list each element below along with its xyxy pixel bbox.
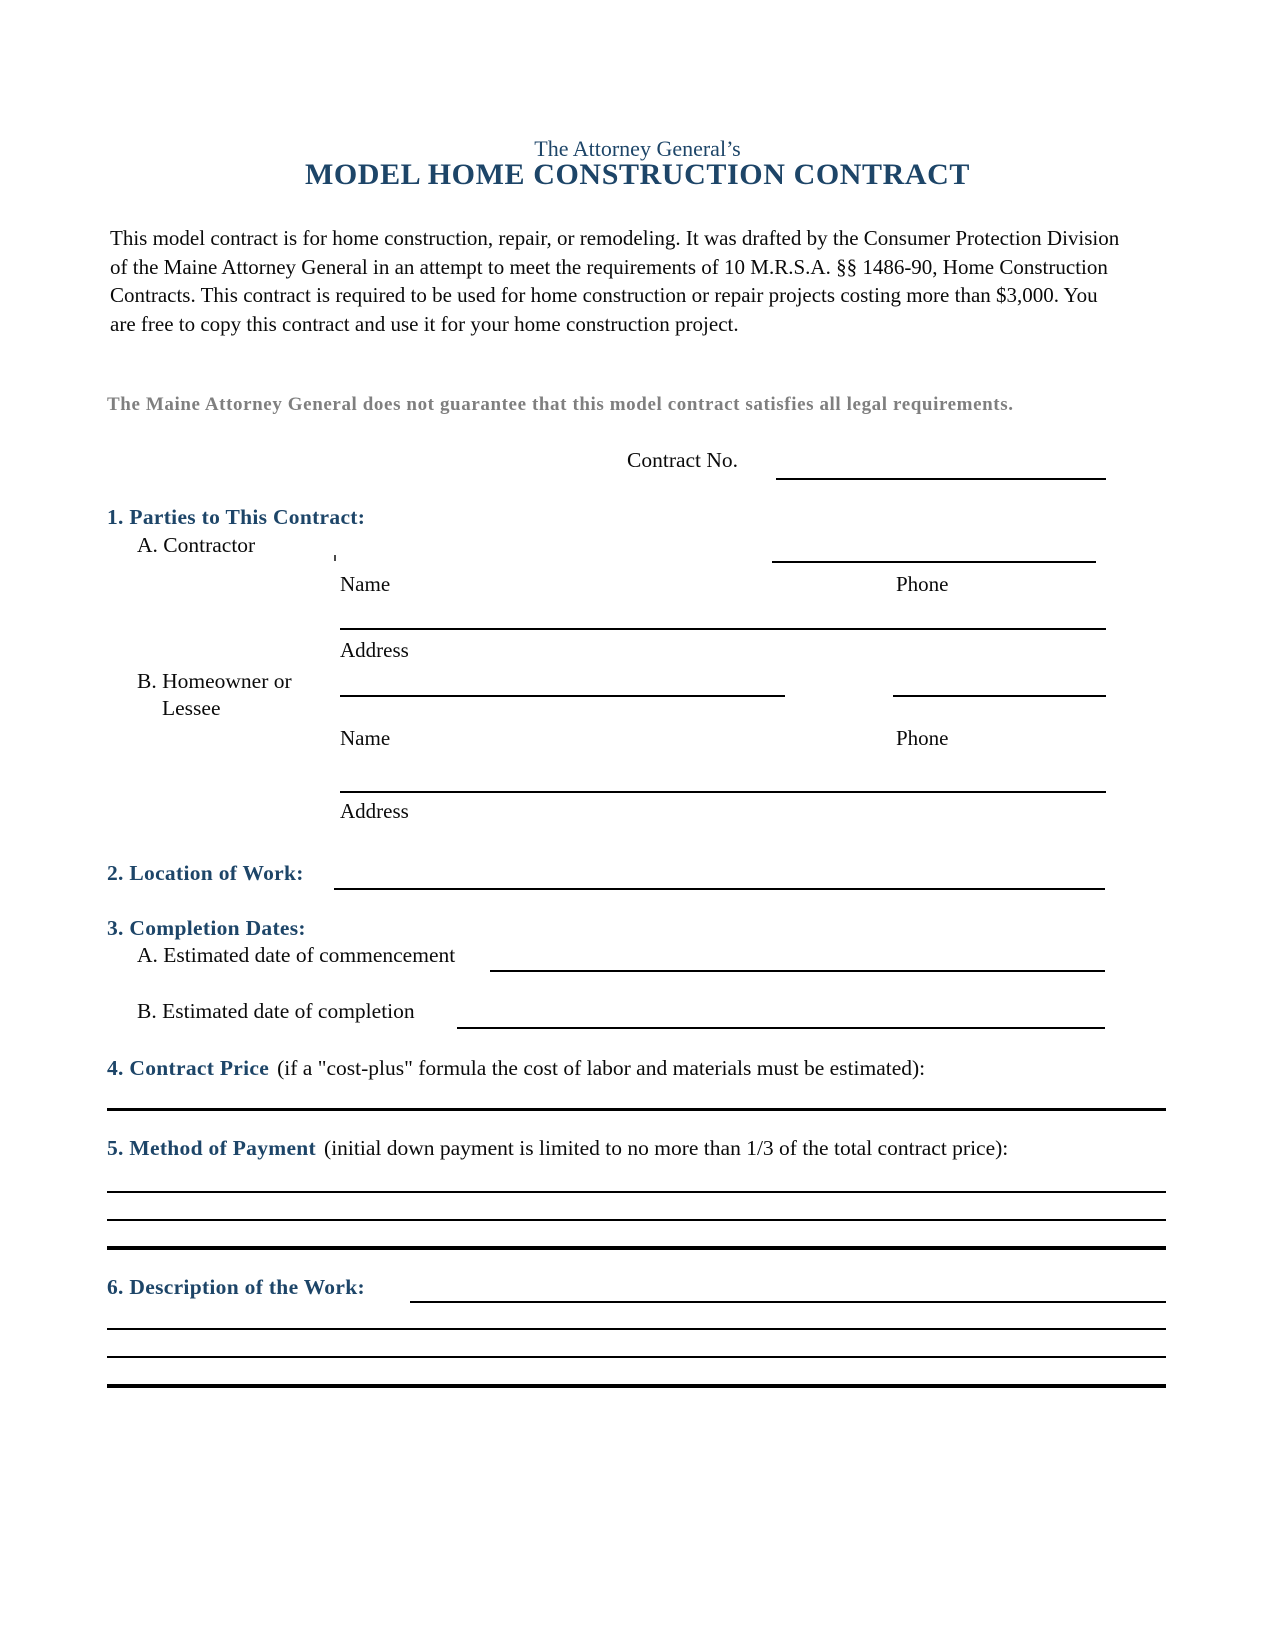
- section5-heading-label: 5. Method of Payment: [107, 1136, 317, 1160]
- description-line-3[interactable]: [107, 1384, 1166, 1388]
- document-supertitle: The Attorney General’s: [534, 136, 741, 161]
- payment-line-3[interactable]: [107, 1246, 1166, 1250]
- payment-line-2[interactable]: [107, 1219, 1166, 1221]
- homeowner-phone-line[interactable]: [893, 695, 1106, 697]
- document-title: MODEL HOME CONSTRUCTION CONTRACT: [304, 158, 971, 191]
- contractor-label: A. Contractor: [137, 533, 256, 557]
- contract-price-line[interactable]: [107, 1108, 1166, 1111]
- contractor-name-label: Name: [340, 572, 391, 596]
- description-line-0[interactable]: [410, 1301, 1166, 1303]
- section5-heading-note: (initial down payment is limited to no more than 1/3 of the total contract price):: [324, 1136, 1009, 1160]
- contractor-phone-line[interactable]: [772, 561, 1096, 563]
- completion-date-line[interactable]: [457, 1027, 1105, 1029]
- contract-no-label: Contract No.: [627, 448, 739, 472]
- section2-heading: 2. Location of Work:: [107, 861, 304, 885]
- section5-heading: [107, 1136, 1008, 1162]
- contract-no-line[interactable]: [776, 478, 1106, 480]
- payment-line-1[interactable]: [107, 1191, 1166, 1193]
- section4-heading: [107, 1056, 925, 1082]
- section4-heading-label: 4. Contract Price: [107, 1056, 270, 1080]
- homeowner-label-line2: Lessee: [162, 696, 221, 720]
- homeowner-label-line1: B. Homeowner or: [137, 669, 292, 693]
- homeowner-phone-label: Phone: [896, 726, 949, 750]
- section4-heading-note: (if a "cost-plus" formula the cost of labor and materials must be estimated):: [277, 1056, 926, 1080]
- section3-heading: 3. Completion Dates:: [107, 916, 306, 940]
- contractor-address-label: Address: [340, 638, 409, 662]
- commencement-date-line[interactable]: [490, 970, 1105, 972]
- contractor-phone-label: Phone: [896, 572, 949, 596]
- homeowner-address-label: Address: [340, 799, 409, 823]
- section6-heading: 6. Description of the Work:: [107, 1275, 365, 1299]
- description-line-2[interactable]: [107, 1356, 1166, 1358]
- homeowner-name-line[interactable]: [340, 695, 785, 697]
- stray-mark: [334, 555, 336, 561]
- homeowner-address-line[interactable]: [340, 791, 1106, 793]
- section1-heading: 1. Parties to This Contract:: [107, 505, 366, 529]
- description-line-1[interactable]: [107, 1328, 1166, 1330]
- contractor-address-line[interactable]: [340, 628, 1106, 630]
- intro-paragraph: This model contract is for home construction, repair, or remodeling. It was drafted by the Consumer Protection Division of the Maine Attorney General in an attempt to meet the requirements of 10 M.R.S.A. §§ 1486-90, Home Construction Contracts. This contract is required to be used for home construction or repair projects costing more than $3,000. You are free to copy this contract and use it for your home construction project.: [110, 226, 1120, 336]
- completion-date-label: B. Estimated date of completion: [137, 999, 415, 1023]
- homeowner-name-label: Name: [340, 726, 391, 750]
- location-of-work-line[interactable]: [334, 888, 1105, 890]
- disclaimer-text: The Maine Attorney General does not guarantee that this model contract satisfies all legal requirements.: [107, 394, 1014, 415]
- commencement-date-label: A. Estimated date of commencement: [137, 943, 456, 967]
